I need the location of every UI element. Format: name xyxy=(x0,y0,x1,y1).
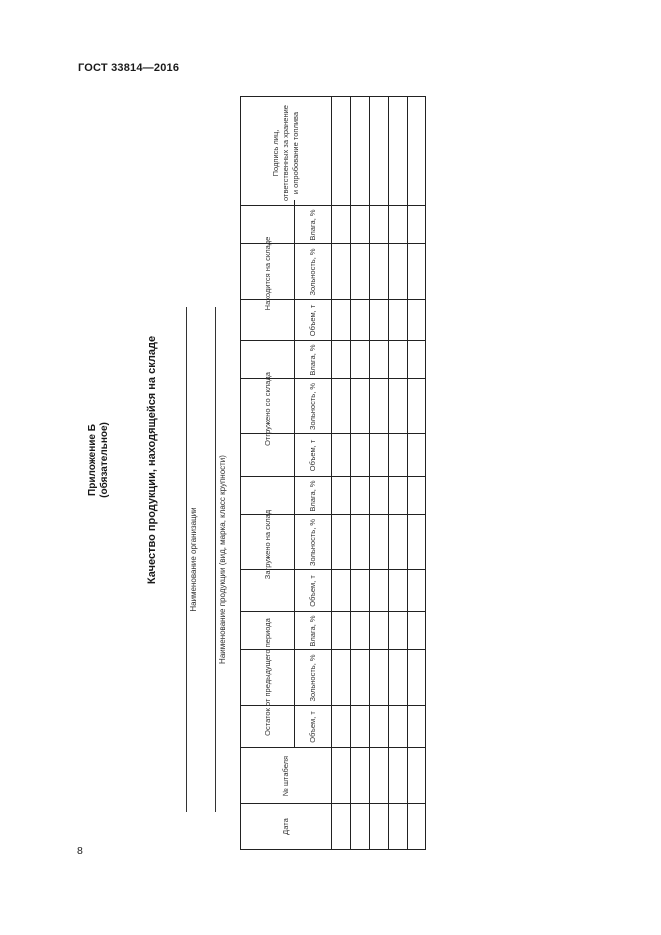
product-fill-line xyxy=(215,307,216,812)
row-line xyxy=(350,97,351,849)
header-group-shipped: Отгружено со склада xyxy=(262,372,272,446)
organization-fill-line xyxy=(186,307,187,812)
annex-status: (обязательное) xyxy=(99,422,110,498)
organization-caption: Наименование организации xyxy=(189,507,198,612)
subheader-moisture: Влага, % xyxy=(307,480,317,512)
subheader-moisture: Влага, % xyxy=(307,344,317,376)
header-group-in-stock: Находится на складе xyxy=(262,236,272,311)
header-group-previous-balance: Остаток от предыдущего периода xyxy=(262,618,272,736)
stock-quality-table xyxy=(240,96,426,850)
subheader-ash: Зольность, % xyxy=(307,248,317,296)
annex-landscape-content xyxy=(78,70,558,850)
subheader-volume: Объем, т xyxy=(307,575,317,607)
row-line xyxy=(388,97,389,849)
subheader-volume: Объем, т xyxy=(307,711,317,743)
header-stack-number: № штабеля xyxy=(281,755,290,797)
annex-title: Приложение Б xyxy=(87,424,98,496)
subheader-ash: Зольность, % xyxy=(307,518,317,567)
subheader-volume: Объем, т xyxy=(307,304,317,337)
row-line xyxy=(369,97,370,849)
header-signature: Подпись лиц, ответственных за хранение и опробование топлива xyxy=(271,105,300,201)
standard-code: ГОСТ 33814—2016 xyxy=(78,62,180,74)
subheader-ash: Зольность, % xyxy=(307,382,317,431)
header-bottom-line xyxy=(331,97,332,849)
page-number: 8 xyxy=(77,845,83,857)
row-line xyxy=(407,97,408,849)
header-group-loaded: Загружено на склад xyxy=(262,509,272,580)
subheader-moisture: Влага, % xyxy=(307,209,317,241)
header-date: Дата xyxy=(281,818,290,835)
subheader-ash: Зольность, % xyxy=(307,654,317,702)
subheader-moisture: Влага, % xyxy=(307,615,317,647)
subheader-volume: Объем, т xyxy=(307,439,317,472)
annex-heading: Качество продукции, находящейся на складе xyxy=(146,335,158,585)
product-caption: Наименование продукции (вид, марка, класс крупности) xyxy=(218,455,227,664)
